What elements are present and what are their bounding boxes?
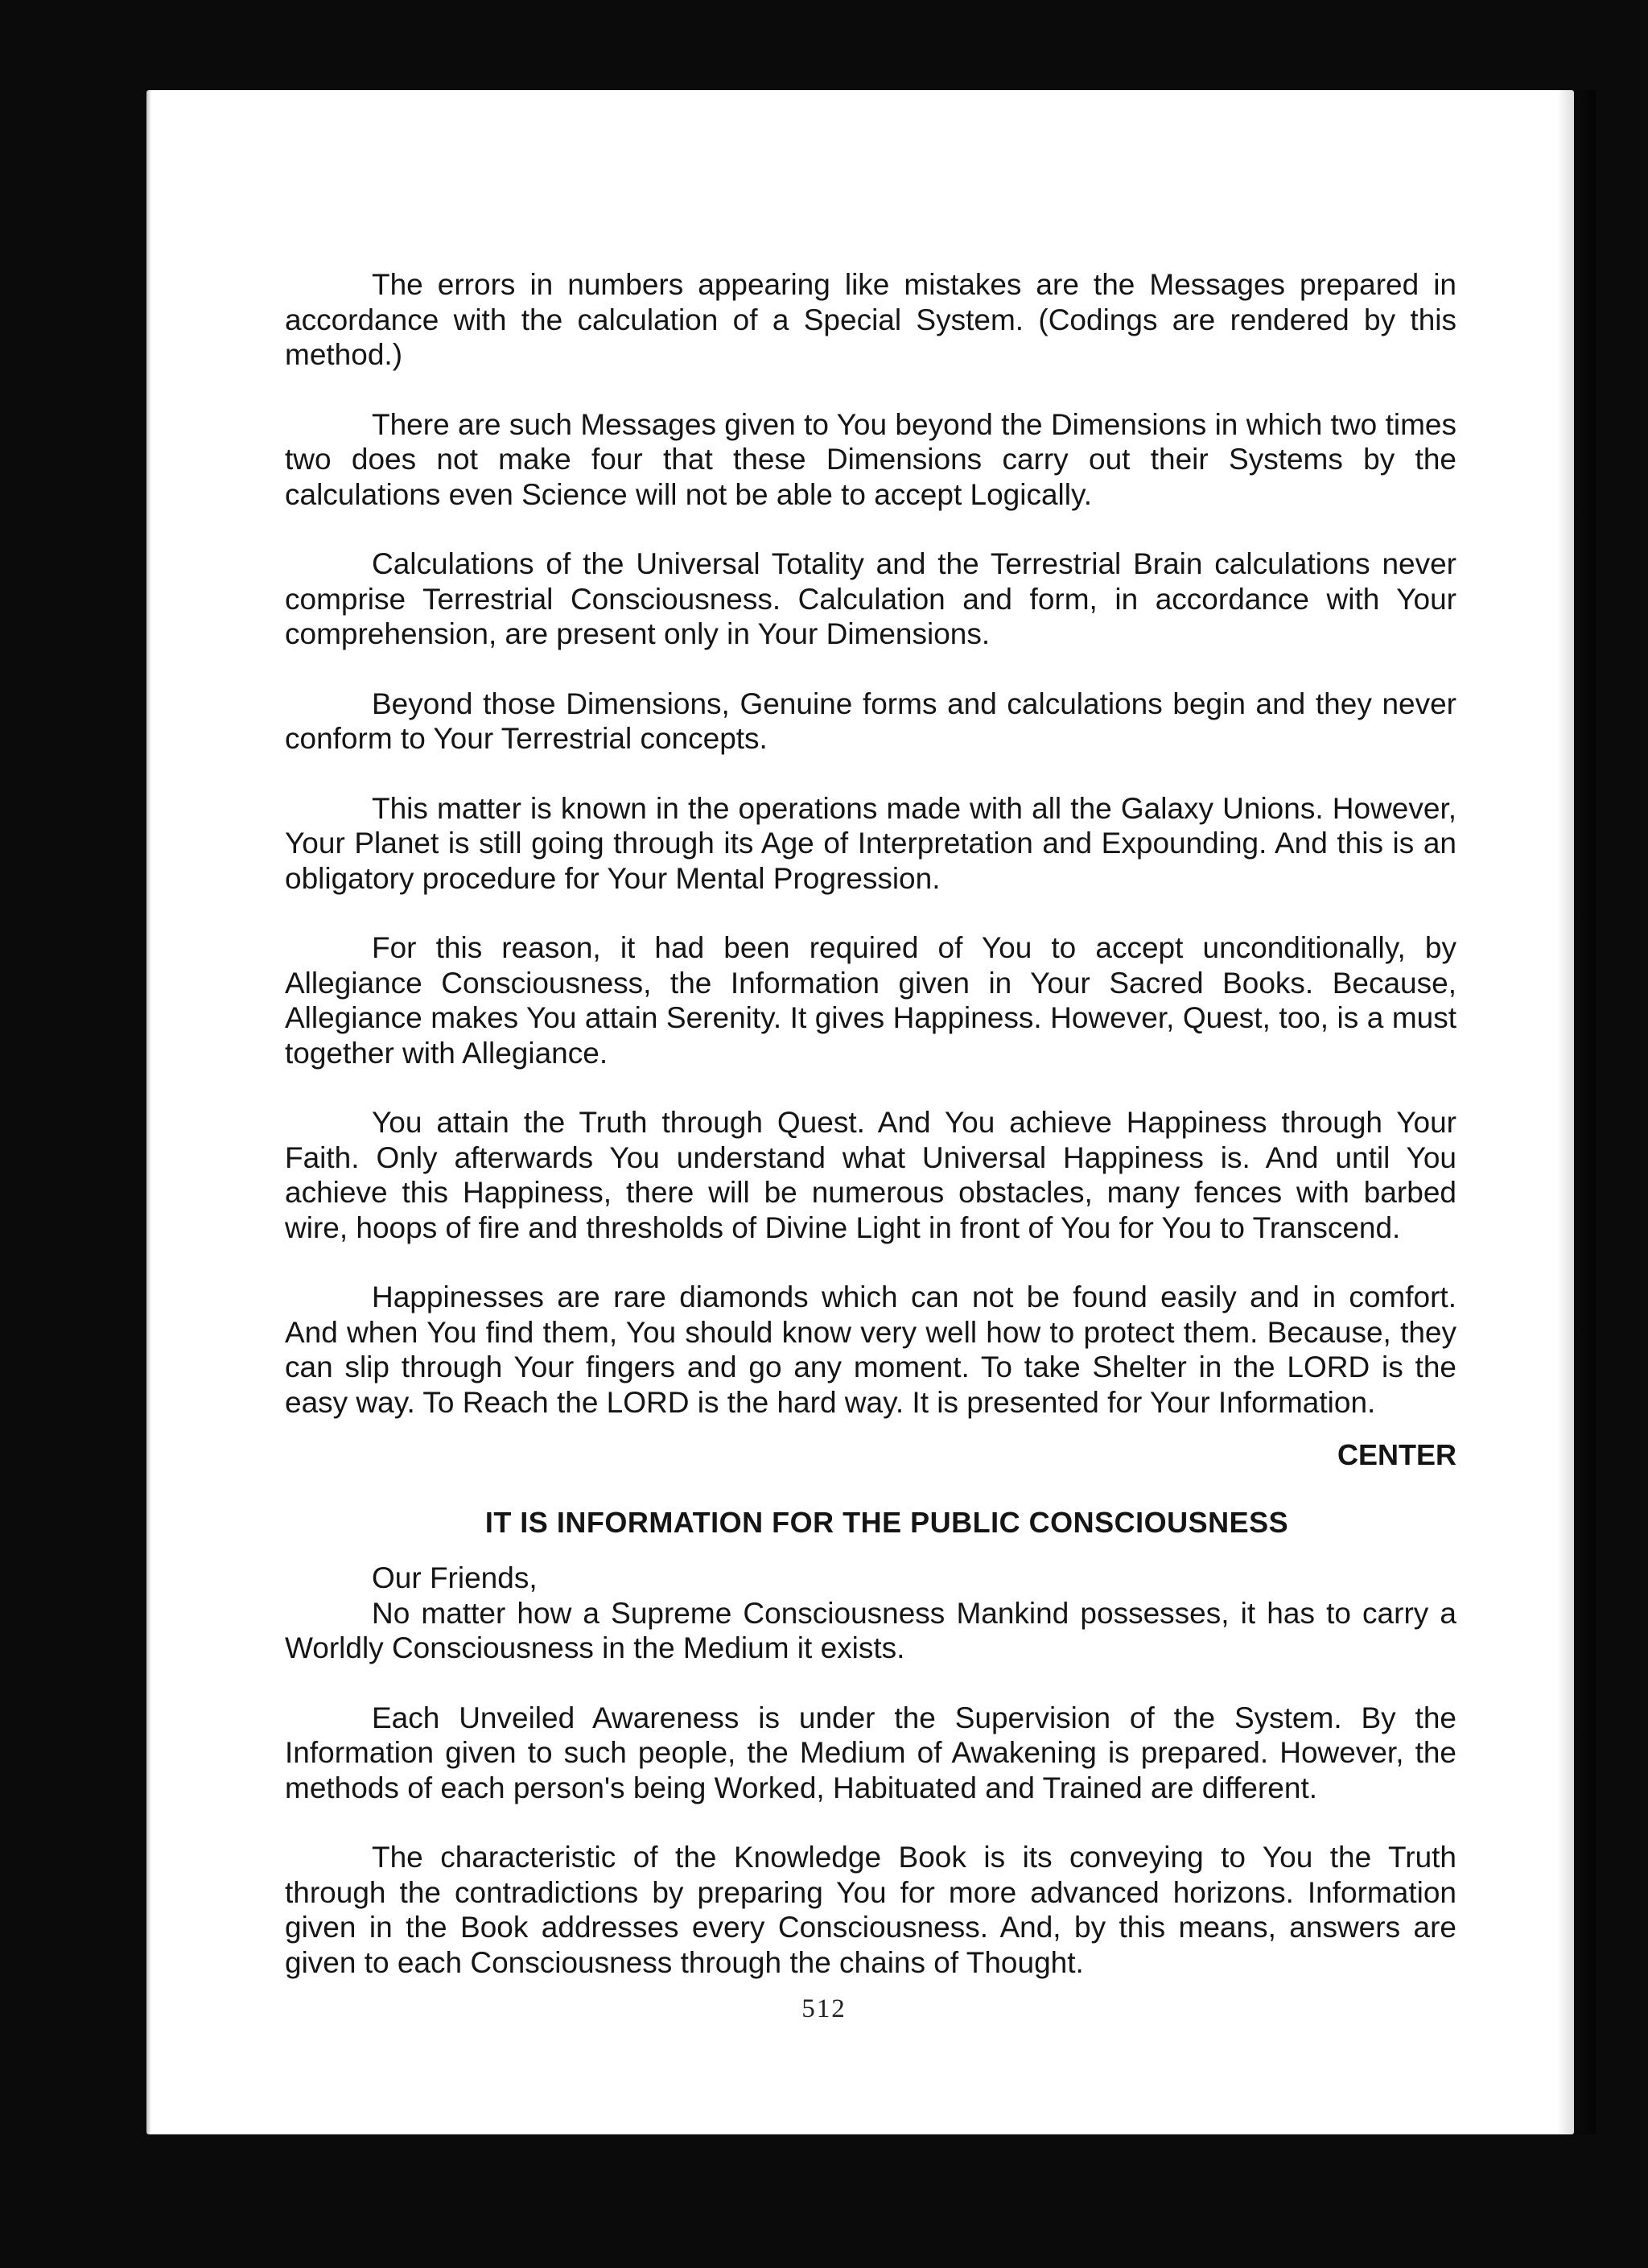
paragraph: Calculations of the Universal Totality and the Terrestrial Brain calculations never comprise Terrestrial Consciousness. Calculation and form, in accordance with Your comprehension, are present only in Your Dimensions. xyxy=(285,547,1456,650)
signature: CENTER xyxy=(1337,1438,1456,1471)
page-left-edge-shadow xyxy=(146,90,151,2134)
paragraph: Beyond those Dimensions, Genuine forms and calculations begin and they never conform to Your Terrestrial concepts. xyxy=(285,687,1456,755)
paragraph: There are such Messages given to You beyond the Dimensions in which two times two does not make four that these Dimensions carry out their Systems by the calculations even Science will not be able to accept Logically. xyxy=(285,407,1456,511)
paragraph: Each Unveiled Awareness is under the Supervision of the System. By the Information given to such people, the Medium of Awakening is prepared. However, the methods of each person's being Worked, Habituated and Trained are different. xyxy=(285,1701,1456,1804)
section-heading: IT IS INFORMATION FOR THE PUBLIC CONSCIOUSNESS xyxy=(484,1505,1289,1539)
page-content xyxy=(285,267,1456,1980)
paragraph: Happinesses are rare diamonds which can not be found easily and in comfort. And when You find them, You should know very well how to protect them. Because, they can slip through Your fingers and go any moment. To take Shelter in the LORD is the easy way. To Reach the LORD is the hard way. It is presented for Your Information. xyxy=(285,1280,1456,1419)
paragraph: No matter how a Supreme Consciousness Mankind possesses, it has to carry a Worldly Consciousness in the Medium it exists. xyxy=(285,1596,1456,1664)
page-number: 512 xyxy=(801,1994,847,2023)
paragraph: The errors in numbers appearing like mistakes are the Messages prepared in accordance with the calculation of a Special System. (Codings are rendered by this method.) xyxy=(285,268,1456,371)
paragraph: The characteristic of the Knowledge Book is its conveying to You the Truth through the contradictions by preparing You for more advanced horizons. Information given in the Book addresses every Consciousness. And, by this means, answers are given to each Consciousness through the chains of Thought. xyxy=(285,1841,1456,1979)
paragraph: This matter is known in the operations made with all the Galaxy Unions. However, Your Planet is still going through its Age of Interpretation and Expounding. And this is an obligatory procedure for Your Mental Progression. xyxy=(285,791,1456,895)
salutation: Our Friends, xyxy=(372,1561,538,1594)
paragraph: For this reason, it had been required of You to accept unconditionally, by Allegiance Consciousness, the Information given in Your Sacred Books. Because, Allegiance makes You attain Serenity. It gives Happiness. However, Quest, too, is a must together with Allegiance. xyxy=(285,931,1456,1070)
page-right-edge-shadow xyxy=(1557,90,1596,2134)
paragraph: You attain the Truth through Quest. And You achieve Happiness through Your Faith. Only afterwards You understand what Universal Happiness is. And until You achieve this Happiness, there will be numerous obstacles, many fences with barbed wire, hoops of fire and thresholds of Divine Light in front of You for You to Transcend. xyxy=(285,1106,1456,1244)
